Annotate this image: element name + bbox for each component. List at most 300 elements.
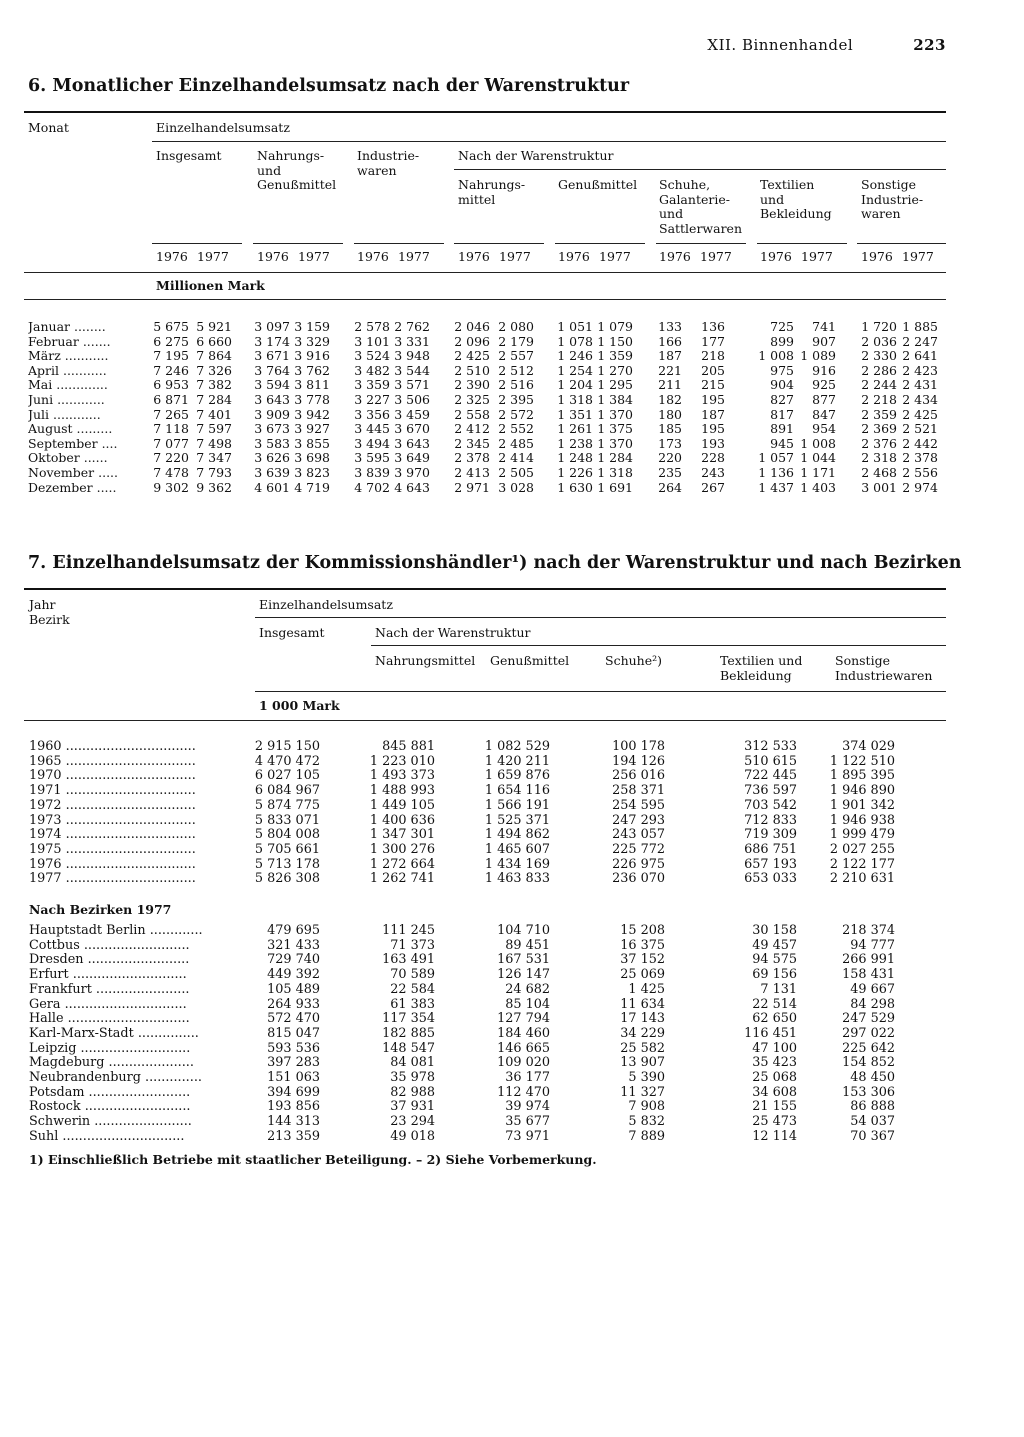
table-cell: 6 871 — [153, 392, 189, 407]
table-cell: 2 359 — [861, 406, 897, 422]
rule — [857, 243, 946, 244]
table-cell: 247 293 — [612, 812, 665, 828]
table-cell: 2 247 — [902, 333, 938, 349]
table-row — [0, 378, 1024, 393]
table-cell: 321 433 — [267, 937, 320, 953]
table-cell: 36 177 — [505, 1070, 550, 1085]
t7-sub-sonstige: Sonstige Industriewaren — [835, 653, 933, 683]
row-label: Potsdam ......................... — [29, 1084, 191, 1100]
table-cell: 7 284 — [196, 392, 232, 407]
table-cell: 1 465 607 — [484, 841, 550, 857]
row-label: Cottbus .......................... — [29, 937, 190, 953]
table-cell: 166 — [658, 333, 682, 349]
table-cell: 3 459 — [394, 406, 430, 422]
table-cell: 153 306 — [842, 1084, 895, 1100]
table-cell: 2 325 — [454, 392, 490, 407]
row-label: Magdeburg ..................... — [29, 1055, 194, 1071]
table-cell: 258 371 — [612, 783, 665, 799]
table-cell: 100 178 — [612, 739, 665, 754]
table7-title: 7. Einzelhandelsumsatz der Kommissionshändler¹) nach der Warenstruktur und nach Bezirken — [28, 553, 962, 573]
table-cell: 133 — [658, 319, 682, 334]
table-cell: 1 262 741 — [369, 871, 435, 887]
table-cell: 2 096 — [454, 333, 490, 349]
table-cell: 5 833 071 — [254, 812, 320, 828]
table-cell: 729 740 — [267, 952, 320, 968]
table-cell: 1 359 — [597, 348, 633, 364]
t6-sub-schuhe: Schuhe, Galanterie- und Sattlerwaren — [659, 177, 743, 236]
table-cell: 7 908 — [628, 1099, 665, 1115]
table-cell: 1 691 — [597, 479, 633, 495]
table-cell: 2 412 — [454, 421, 490, 437]
table-cell: 3 524 — [354, 348, 390, 364]
table-cell: 5 921 — [196, 319, 232, 334]
table-cell: 3 001 — [861, 479, 897, 495]
row-label: 1971 ................................ — [29, 783, 196, 799]
table-cell: 5 804 008 — [254, 827, 320, 843]
row-label: 1965 ................................ — [29, 753, 196, 769]
table-cell: 1 261 — [557, 421, 593, 437]
table-cell: 1 720 — [861, 319, 897, 334]
t6-year-label: 1977 — [902, 249, 934, 264]
table-cell: 11 634 — [620, 996, 665, 1012]
table-cell: 7 498 — [196, 435, 232, 451]
table-cell: 49 667 — [850, 981, 895, 997]
table-cell: 220 — [658, 450, 682, 466]
t6-year-label: 1977 — [197, 249, 229, 264]
table-cell: 3 764 — [254, 362, 290, 378]
table-cell: 34 229 — [620, 1025, 665, 1041]
table-cell: 3 594 — [254, 377, 290, 393]
table-cell: 2 179 — [498, 333, 534, 349]
table-cell: 3 544 — [394, 362, 430, 378]
table-cell: 1 384 — [597, 392, 633, 407]
table-cell: 211 — [658, 377, 682, 393]
table-cell: 2 572 — [498, 406, 534, 422]
table-cell: 899 — [770, 333, 794, 349]
row-label: 1972 ................................ — [29, 797, 196, 813]
table-cell: 17 143 — [620, 1011, 665, 1027]
table-row — [0, 335, 1024, 350]
table-cell: 736 597 — [744, 783, 797, 799]
table-cell: 2 369 — [861, 421, 897, 437]
table-cell: 5 713 178 — [254, 856, 320, 872]
row-label: Karl-Marx-Stadt ............... — [29, 1025, 199, 1041]
table-cell: 136 — [701, 319, 725, 334]
table-cell: 653 033 — [744, 871, 797, 887]
table-cell: 1 351 — [557, 406, 593, 422]
rule — [255, 691, 946, 692]
page-number: 223 — [913, 36, 946, 54]
table-cell: 1 434 169 — [484, 856, 550, 872]
table-cell: 247 529 — [842, 1011, 895, 1027]
table-cell: 2 395 — [498, 392, 534, 407]
table-cell: 1 347 301 — [369, 827, 435, 843]
row-label: Halle .............................. — [29, 1011, 190, 1027]
table-cell: 1 488 993 — [369, 783, 435, 799]
table-cell: 3 942 — [294, 406, 330, 422]
table-cell: 1 226 — [557, 465, 593, 480]
table-cell: 719 309 — [744, 827, 797, 843]
table-cell: 148 547 — [382, 1040, 435, 1056]
table-cell: 4 643 — [394, 479, 430, 495]
table-cell: 907 — [812, 333, 836, 349]
row-label: Gera .............................. — [29, 996, 187, 1012]
table-cell: 845 881 — [382, 739, 435, 754]
rule — [454, 243, 544, 244]
rule — [354, 243, 444, 244]
t7-sub-schuhe: Schuhe²) — [605, 653, 663, 668]
t6-col-industriewaren: Industrie- waren — [357, 148, 420, 178]
table-cell: 2 378 — [902, 450, 938, 466]
table-cell: 1 122 510 — [829, 753, 895, 769]
table-cell: 4 702 — [354, 479, 390, 495]
table-cell: 195 — [701, 421, 725, 437]
table-cell: 7 597 — [196, 421, 232, 437]
table-row — [0, 422, 1024, 437]
table7-top-rule — [24, 588, 946, 590]
table-cell: 71 373 — [390, 937, 435, 953]
t6-year-label: 1976 — [760, 249, 792, 264]
table-cell: 1 370 — [597, 406, 633, 422]
table-cell: 7 401 — [196, 406, 232, 422]
table-cell: 2 510 — [454, 362, 490, 378]
table-cell: 1 008 — [800, 435, 836, 451]
table-row — [0, 952, 1024, 967]
table-cell: 1 318 — [597, 465, 633, 480]
table-row — [0, 1055, 1024, 1070]
table-cell: 2 915 150 — [254, 739, 320, 754]
table-cell: 5 826 308 — [254, 871, 320, 887]
table-row — [0, 739, 1024, 754]
table-cell: 2 046 — [454, 319, 490, 334]
table-cell: 725 — [770, 319, 794, 334]
table-cell: 827 — [770, 392, 794, 407]
table-cell: 94 575 — [752, 952, 797, 968]
table-cell: 3 698 — [294, 450, 330, 466]
row-label: Oktober ...... — [28, 451, 108, 466]
table-cell: 82 988 — [390, 1084, 435, 1100]
t7-bezirke-heading: Nach Bezirken 1977 — [29, 902, 172, 917]
table-cell: 1 089 — [800, 348, 836, 364]
table-cell: 2 218 — [861, 392, 897, 407]
table-cell: 1 901 342 — [829, 797, 895, 813]
table-cell: 12 114 — [752, 1128, 797, 1144]
table-cell: 1 494 862 — [484, 827, 550, 843]
table-cell: 151 063 — [267, 1070, 320, 1085]
table-cell: 3 916 — [294, 348, 330, 364]
table-cell: 112 470 — [497, 1084, 550, 1100]
table-row — [0, 1026, 1024, 1041]
table-cell: 2 376 — [861, 435, 897, 451]
t6-unit: Millionen Mark — [156, 278, 265, 293]
rule — [152, 141, 946, 142]
table-cell: 182 — [658, 392, 682, 407]
t6-year-label: 1976 — [156, 249, 188, 264]
table-cell: 3 970 — [394, 465, 430, 480]
table-cell: 158 431 — [842, 967, 895, 983]
table-cell: 1 420 211 — [484, 753, 550, 769]
table-cell: 2 390 — [454, 377, 490, 393]
table-cell: 9 362 — [196, 479, 232, 495]
table-cell: 3 571 — [394, 377, 430, 393]
row-label: Dresden ......................... — [29, 952, 190, 968]
table-cell: 3 494 — [354, 435, 390, 451]
table-cell: 25 582 — [620, 1040, 665, 1056]
table-cell: 1 566 191 — [484, 797, 550, 813]
table-cell: 146 665 — [497, 1040, 550, 1056]
table-cell: 144 313 — [267, 1114, 320, 1130]
table-cell: 2 641 — [902, 348, 938, 364]
table-cell: 3 855 — [294, 435, 330, 451]
row-label: 1973 ................................ — [29, 812, 196, 828]
rule — [152, 243, 242, 244]
table-row — [0, 982, 1024, 997]
table-cell: 5 390 — [628, 1070, 665, 1085]
table-cell: 213 359 — [267, 1128, 320, 1144]
table-cell: 35 978 — [390, 1070, 435, 1085]
table-cell: 35 677 — [505, 1114, 550, 1130]
table-cell: 1 238 — [557, 435, 593, 451]
table-cell: 73 971 — [505, 1128, 550, 1144]
table-cell: 1 246 — [557, 348, 593, 364]
table-row — [0, 967, 1024, 982]
table-cell: 847 — [812, 406, 836, 422]
table-cell: 49 457 — [752, 937, 797, 953]
table-cell: 686 751 — [744, 841, 797, 857]
table-cell: 4 470 472 — [254, 753, 320, 769]
table-cell: 1 150 — [597, 333, 633, 349]
table-cell: 2 556 — [902, 465, 938, 480]
table-cell: 1 403 — [800, 479, 836, 495]
table-cell: 1 136 — [758, 465, 794, 480]
table-row — [0, 1041, 1024, 1056]
table-cell: 916 — [812, 362, 836, 378]
t6-year-label: 1976 — [458, 249, 490, 264]
table-cell: 1 295 — [597, 377, 633, 393]
table-cell: 2 512 — [498, 362, 534, 378]
t6-year-label: 1977 — [499, 249, 531, 264]
table-cell: 194 126 — [612, 753, 665, 769]
table-cell: 184 460 — [497, 1025, 550, 1041]
table-cell: 2 557 — [498, 348, 534, 364]
table-cell: 1 400 636 — [369, 812, 435, 828]
table-row — [0, 997, 1024, 1012]
table-cell: 3 823 — [294, 465, 330, 480]
table-cell: 374 029 — [842, 739, 895, 754]
table-cell: 6 275 — [153, 333, 189, 349]
table-cell: 3 639 — [254, 465, 290, 480]
table-cell: 703 542 — [744, 797, 797, 813]
table-cell: 228 — [701, 450, 725, 466]
table-cell: 89 451 — [505, 937, 550, 953]
table-cell: 3 101 — [354, 333, 390, 349]
table-cell: 1 525 371 — [484, 812, 550, 828]
table-cell: 187 — [658, 348, 682, 364]
table-cell: 2 425 — [454, 348, 490, 364]
table-cell: 1 008 — [758, 348, 794, 364]
table-cell: 235 — [658, 465, 682, 480]
table-cell: 221 — [658, 362, 682, 378]
row-label: Schwerin ........................ — [29, 1114, 192, 1130]
table-row — [0, 842, 1024, 857]
table-cell: 3 811 — [294, 377, 330, 393]
table-cell: 1 223 010 — [369, 753, 435, 769]
table-cell: 4 719 — [294, 479, 330, 495]
table-cell: 85 104 — [505, 996, 550, 1012]
t7-sub-nahrungsmittel: Nahrungsmittel — [375, 653, 476, 668]
table-cell: 1 044 — [800, 450, 836, 466]
table-cell: 1 946 890 — [829, 783, 895, 799]
row-label: Rostock .......................... — [29, 1099, 191, 1115]
table-cell: 3 329 — [294, 333, 330, 349]
table-cell: 94 777 — [850, 937, 895, 953]
table-cell: 13 907 — [620, 1055, 665, 1071]
table-cell: 1 318 — [557, 392, 593, 407]
table-cell: 3 762 — [294, 362, 330, 378]
table-cell: 297 022 — [842, 1025, 895, 1041]
rule — [454, 169, 946, 170]
table-cell: 2 521 — [902, 421, 938, 437]
table-cell: 6 084 967 — [254, 783, 320, 799]
table-cell: 193 — [701, 435, 725, 451]
table-cell: 37 931 — [390, 1099, 435, 1115]
t6-sub-nahrungsmittel: Nahrungs- mittel — [458, 177, 526, 207]
t6-year-label: 1976 — [257, 249, 289, 264]
row-label: Januar ........ — [28, 320, 106, 334]
table-cell: 22 584 — [390, 981, 435, 997]
table-cell: 226 975 — [612, 856, 665, 872]
table-cell: 54 037 — [850, 1114, 895, 1130]
table-cell: 218 — [701, 348, 725, 364]
table-cell: 2 578 — [354, 319, 390, 334]
t6-sub-genussmittel: Genußmittel — [558, 177, 638, 192]
table-cell: 3 583 — [254, 435, 290, 451]
table-cell: 6 027 105 — [254, 768, 320, 784]
table-cell: 127 794 — [497, 1011, 550, 1027]
rule — [371, 645, 946, 646]
table-cell: 2 413 — [454, 465, 490, 480]
row-label: 1960 ................................ — [29, 739, 196, 754]
table-cell: 3 839 — [354, 465, 390, 480]
table-row — [0, 768, 1024, 783]
table-cell: 173 — [658, 435, 682, 451]
table-cell: 479 695 — [267, 923, 320, 938]
table-cell: 2 036 — [861, 333, 897, 349]
table-cell: 817 — [770, 406, 794, 422]
table-cell: 2 345 — [454, 435, 490, 451]
t6-year-label: 1977 — [599, 249, 631, 264]
table-cell: 394 699 — [267, 1084, 320, 1100]
table-cell: 3 643 — [394, 435, 430, 451]
table-cell: 1 079 — [597, 319, 633, 334]
row-label: November ..... — [28, 466, 118, 480]
table-cell: 5 705 661 — [254, 841, 320, 857]
table-cell: 167 531 — [497, 952, 550, 968]
row-label: Juli ............ — [28, 407, 101, 422]
row-label: April ........... — [28, 363, 107, 378]
table-cell: 23 294 — [390, 1114, 435, 1130]
table-cell: 264 — [658, 479, 682, 495]
table-cell: 25 068 — [752, 1070, 797, 1085]
table-cell: 3 927 — [294, 421, 330, 437]
table-cell: 256 016 — [612, 768, 665, 784]
table-row — [0, 783, 1024, 798]
table-cell: 2 558 — [454, 406, 490, 422]
table-cell: 7 195 — [153, 348, 189, 364]
table-cell: 5 675 — [153, 319, 189, 334]
table-cell: 2 442 — [902, 435, 938, 451]
table-cell: 187 — [701, 406, 725, 422]
table-cell: 3 331 — [394, 333, 430, 349]
table-cell: 3 159 — [294, 319, 330, 334]
row-label: 1977 ................................ — [29, 871, 196, 887]
table-cell: 7 793 — [196, 465, 232, 480]
table-cell: 3 174 — [254, 333, 290, 349]
footnote: 1) Einschließlich Betriebe mit staatlicher Beteiligung. – 2) Siehe Vorbemerkung. — [29, 1152, 597, 1167]
table-cell: 7 220 — [153, 450, 189, 466]
table-cell: 9 302 — [153, 479, 189, 495]
table-cell: 180 — [658, 406, 682, 422]
table-cell: 7 326 — [196, 362, 232, 378]
table-cell: 111 245 — [382, 923, 435, 938]
running-head — [707, 36, 946, 54]
table-cell: 62 650 — [752, 1011, 797, 1027]
table-cell: 2 505 — [498, 465, 534, 480]
table-cell: 2 425 — [902, 406, 938, 422]
row-label: 1975 ................................ — [29, 841, 196, 857]
table-cell: 815 047 — [267, 1025, 320, 1041]
table-cell: 215 — [701, 377, 725, 393]
table-cell: 2 434 — [902, 392, 938, 407]
table6-title: 6. Monatlicher Einzelhandelsumsatz nach der Warenstruktur — [28, 76, 630, 96]
table-cell: 510 615 — [744, 753, 797, 769]
t7-stub-header-bezirk: Bezirk — [29, 612, 70, 627]
table-cell: 891 — [770, 421, 794, 437]
table-cell: 105 489 — [267, 981, 320, 997]
row-label: März ........... — [28, 349, 109, 364]
table-cell: 225 772 — [612, 841, 665, 857]
table6-group-header: Einzelhandelsumsatz — [156, 120, 290, 135]
table-row — [0, 320, 1024, 335]
table-cell: 2 027 255 — [829, 841, 895, 857]
table-cell: 2 318 — [861, 450, 897, 466]
table-cell: 1 375 — [597, 421, 633, 437]
table-cell: 1 248 — [557, 450, 593, 466]
table-cell: 3 097 — [254, 319, 290, 334]
table-cell: 205 — [701, 362, 725, 378]
t7-unit: 1 000 Mark — [259, 698, 340, 713]
table-cell: 266 991 — [842, 952, 895, 968]
table-cell: 1 051 — [557, 319, 593, 334]
table-cell: 877 — [812, 392, 836, 407]
table-cell: 3 671 — [254, 348, 290, 364]
table-cell: 3 649 — [394, 450, 430, 466]
table-cell: 3 595 — [354, 450, 390, 466]
table-row — [0, 754, 1024, 769]
t6-year-label: 1976 — [861, 249, 893, 264]
table-cell: 7 347 — [196, 450, 232, 466]
table-cell: 741 — [812, 319, 836, 334]
t7-sub-textilien: Textilien und Bekleidung — [720, 653, 803, 683]
table-cell: 1 370 — [597, 435, 633, 451]
table-cell: 657 193 — [744, 856, 797, 872]
table-cell: 7 246 — [153, 362, 189, 378]
table-cell: 945 — [770, 435, 794, 451]
table-cell: 3 670 — [394, 421, 430, 437]
table-cell: 3 359 — [354, 377, 390, 393]
table-row — [0, 364, 1024, 379]
table-cell: 1 493 373 — [369, 768, 435, 784]
